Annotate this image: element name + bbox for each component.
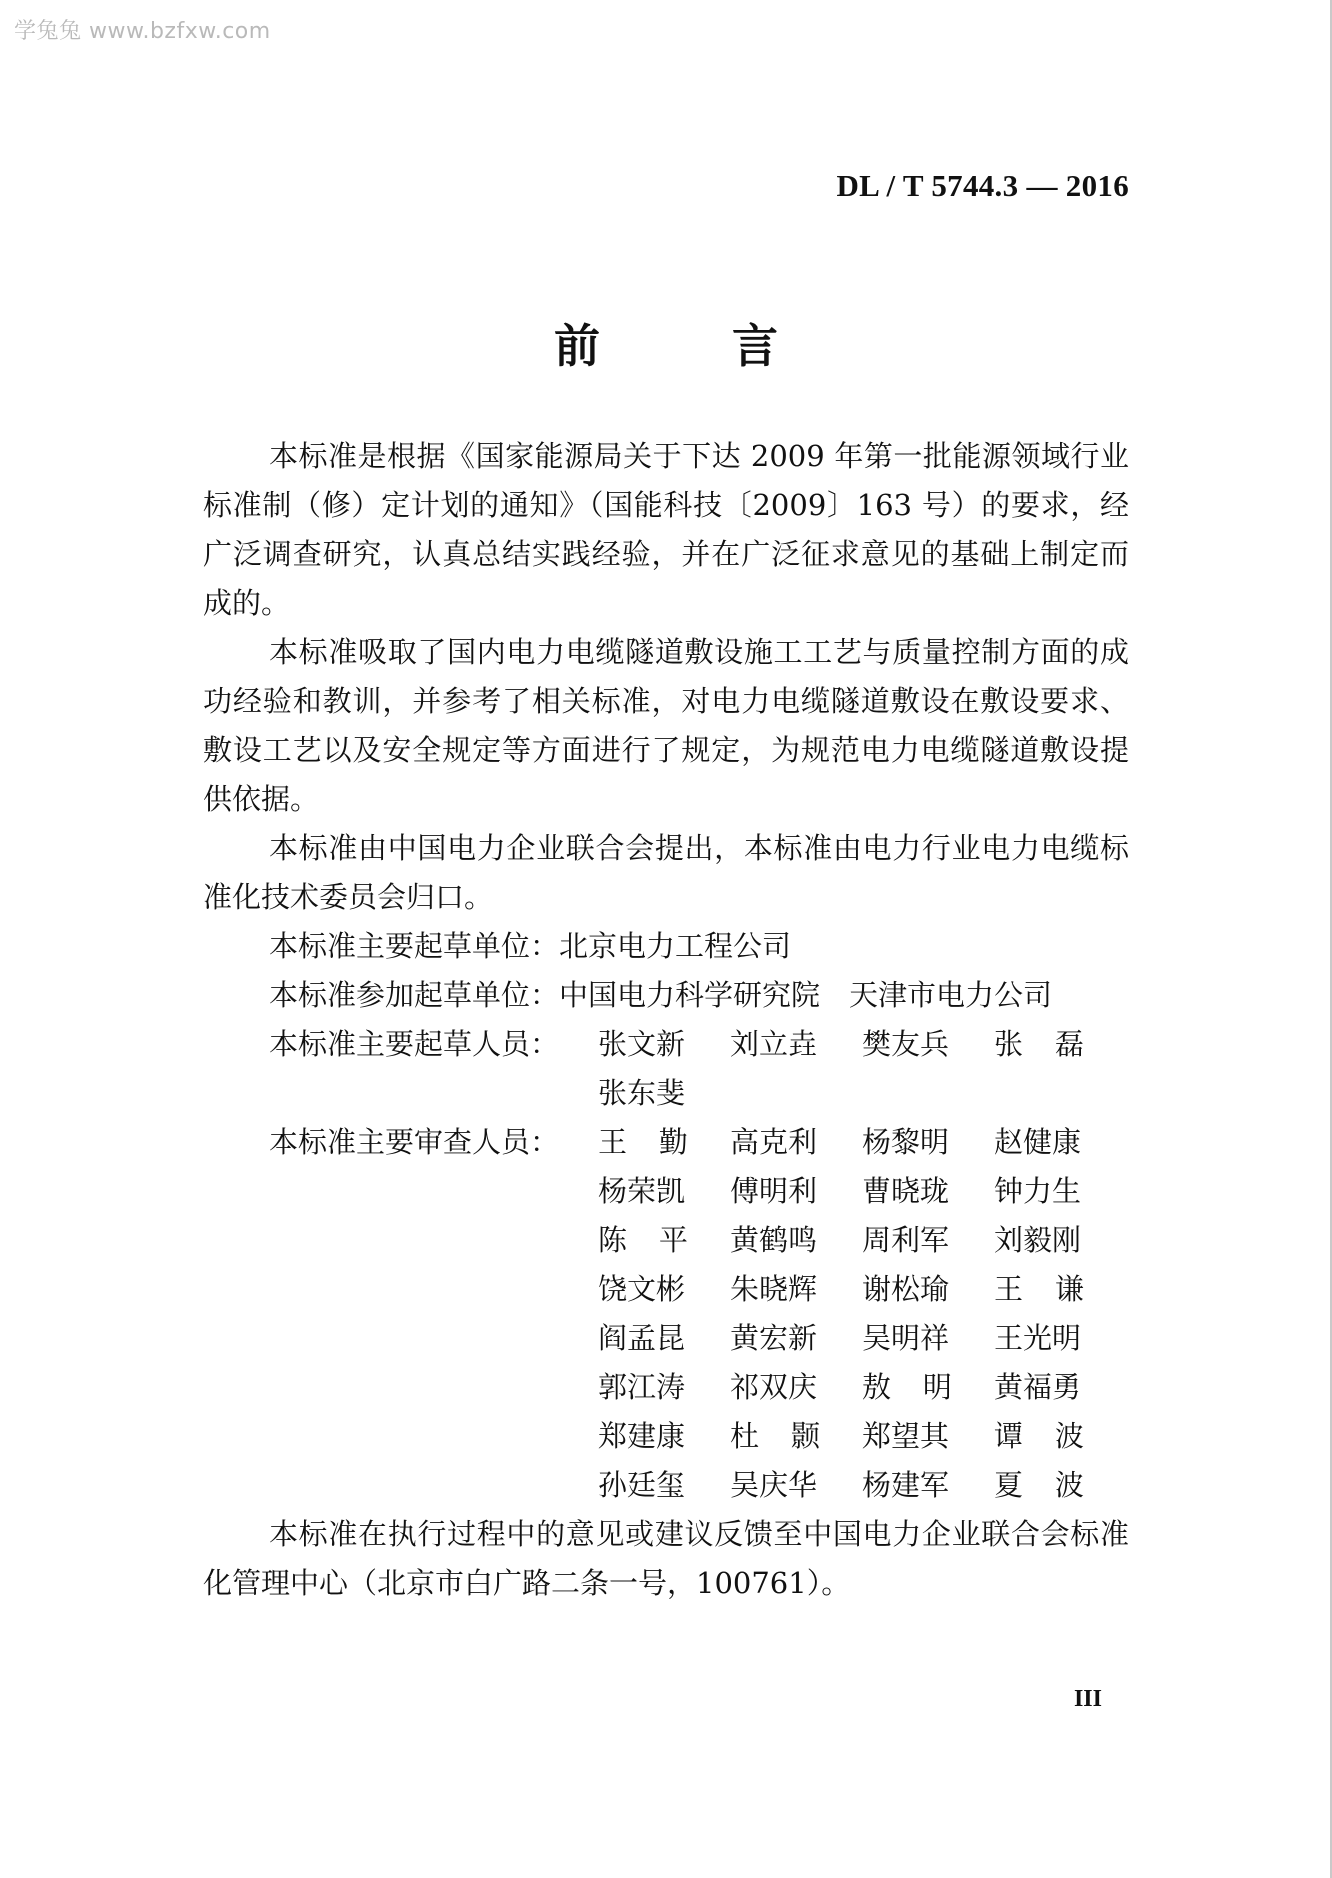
reviewer-name: 吴明祥 bbox=[862, 1321, 950, 1355]
reviewers-row bbox=[203, 1216, 1129, 1265]
reviewer-name: 朱晓辉 bbox=[730, 1272, 818, 1306]
reviewers-label: 本标准主要审查人员： bbox=[269, 1125, 560, 1159]
drafter-name: 刘立垚 bbox=[730, 1027, 818, 1061]
drafter-name: 张文新 bbox=[598, 1027, 686, 1061]
reviewer-name: 王光明 bbox=[994, 1321, 1082, 1355]
reviewers-row bbox=[203, 1412, 1129, 1461]
reviewers-row bbox=[203, 1363, 1129, 1412]
watermark-text: 学兔兔 www.bzfxw.com bbox=[14, 19, 271, 44]
drafter-name: 张东斐 bbox=[598, 1076, 686, 1110]
reviewer-name: 曹晓珑 bbox=[862, 1174, 950, 1208]
drafters-row bbox=[203, 1020, 1129, 1069]
reviewer-name: 钟力生 bbox=[994, 1174, 1082, 1208]
reviewer-name: 敖明 bbox=[862, 1370, 984, 1404]
standard-code: DL / T 5744.3 — 2016 bbox=[836, 168, 1129, 203]
main-drafting-unit: 本标准主要起草单位：北京电力工程公司 bbox=[269, 929, 792, 963]
reviewer-name: 杨荣凯 bbox=[598, 1174, 686, 1208]
reviewer-name: 祁双庆 bbox=[730, 1370, 818, 1404]
reviewer-name: 高克利 bbox=[730, 1125, 818, 1159]
drafter-name: 张磊 bbox=[994, 1027, 1116, 1061]
drafters-label: 本标准主要起草人员： bbox=[269, 1027, 560, 1061]
reviewer-name: 赵健康 bbox=[994, 1125, 1082, 1159]
drafters-row bbox=[203, 1069, 1129, 1118]
paragraph-basis: 本标准是根据《国家能源局关于下达 2009 年第一批能源领域行业标准制（修）定计划的通知》（国能科技〔2009〕163 号）的要求，经广泛调查研究，认真总结实践经验，并在广泛征求意见的基础上制定而成的。 bbox=[203, 439, 1129, 620]
reviewer-name: 傅明利 bbox=[730, 1174, 818, 1208]
reviewer-name: 周利军 bbox=[862, 1223, 950, 1257]
reviewer-name: 黄宏新 bbox=[730, 1321, 818, 1355]
reviewer-name: 孙廷玺 bbox=[598, 1468, 686, 1502]
preface-body bbox=[203, 432, 1129, 1608]
reviewer-name: 阎孟昆 bbox=[598, 1321, 686, 1355]
page-title: 前 言 bbox=[553, 319, 836, 373]
reviewer-name: 王谦 bbox=[994, 1272, 1116, 1306]
reviewer-name: 杜颢 bbox=[730, 1419, 852, 1453]
reviewer-name: 谭波 bbox=[994, 1419, 1116, 1453]
paragraph-proposer: 本标准由中国电力企业联合会提出，本标准由电力行业电力电缆标准化技术委员会归口。 bbox=[203, 831, 1129, 914]
reviewer-name: 黄鹤鸣 bbox=[730, 1223, 818, 1257]
drafters-section bbox=[203, 1020, 1129, 1118]
participating-drafting-units: 本标准参加起草单位：中国电力科学研究院 天津市电力公司 bbox=[269, 978, 1053, 1012]
reviewer-name: 陈平 bbox=[598, 1223, 720, 1257]
reviewer-name: 杨黎明 bbox=[862, 1125, 950, 1159]
reviewer-name: 刘毅刚 bbox=[994, 1223, 1082, 1257]
reviewer-name: 饶文彬 bbox=[598, 1272, 686, 1306]
reviewer-name: 郑望其 bbox=[862, 1419, 950, 1453]
reviewers-row bbox=[203, 1461, 1129, 1510]
reviewers-section bbox=[203, 1118, 1129, 1510]
reviewer-name: 郑建康 bbox=[598, 1419, 686, 1453]
reviewer-name: 谢松瑜 bbox=[862, 1272, 950, 1306]
reviewer-name: 郭江涛 bbox=[598, 1370, 686, 1404]
paragraph-scope: 本标准吸取了国内电力电缆隧道敷设施工工艺与质量控制方面的成功经验和教训，并参考了相关标准，对电力电缆隧道敷设在敷设要求、敷设工艺以及安全规定等方面进行了规定，为规范电力电缆隧道敷设提供依据。 bbox=[203, 635, 1129, 816]
reviewer-name: 夏波 bbox=[994, 1468, 1116, 1502]
page-number: III bbox=[1073, 1686, 1102, 1712]
reviewer-name: 杨建军 bbox=[862, 1468, 950, 1502]
reviewers-row bbox=[203, 1314, 1129, 1363]
drafter-name: 樊友兵 bbox=[862, 1027, 950, 1061]
reviewers-row bbox=[203, 1265, 1129, 1314]
reviewer-name: 吴庆华 bbox=[730, 1468, 818, 1502]
reviewer-name: 王勤 bbox=[598, 1125, 720, 1159]
paragraph-feedback: 本标准在执行过程中的意见或建议反馈至中国电力企业联合会标准化管理中心（北京市白广路二条一号，100761）。 bbox=[203, 1517, 1129, 1600]
reviewer-name: 黄福勇 bbox=[994, 1370, 1082, 1404]
reviewers-row bbox=[203, 1167, 1129, 1216]
reviewers-row bbox=[203, 1118, 1129, 1167]
